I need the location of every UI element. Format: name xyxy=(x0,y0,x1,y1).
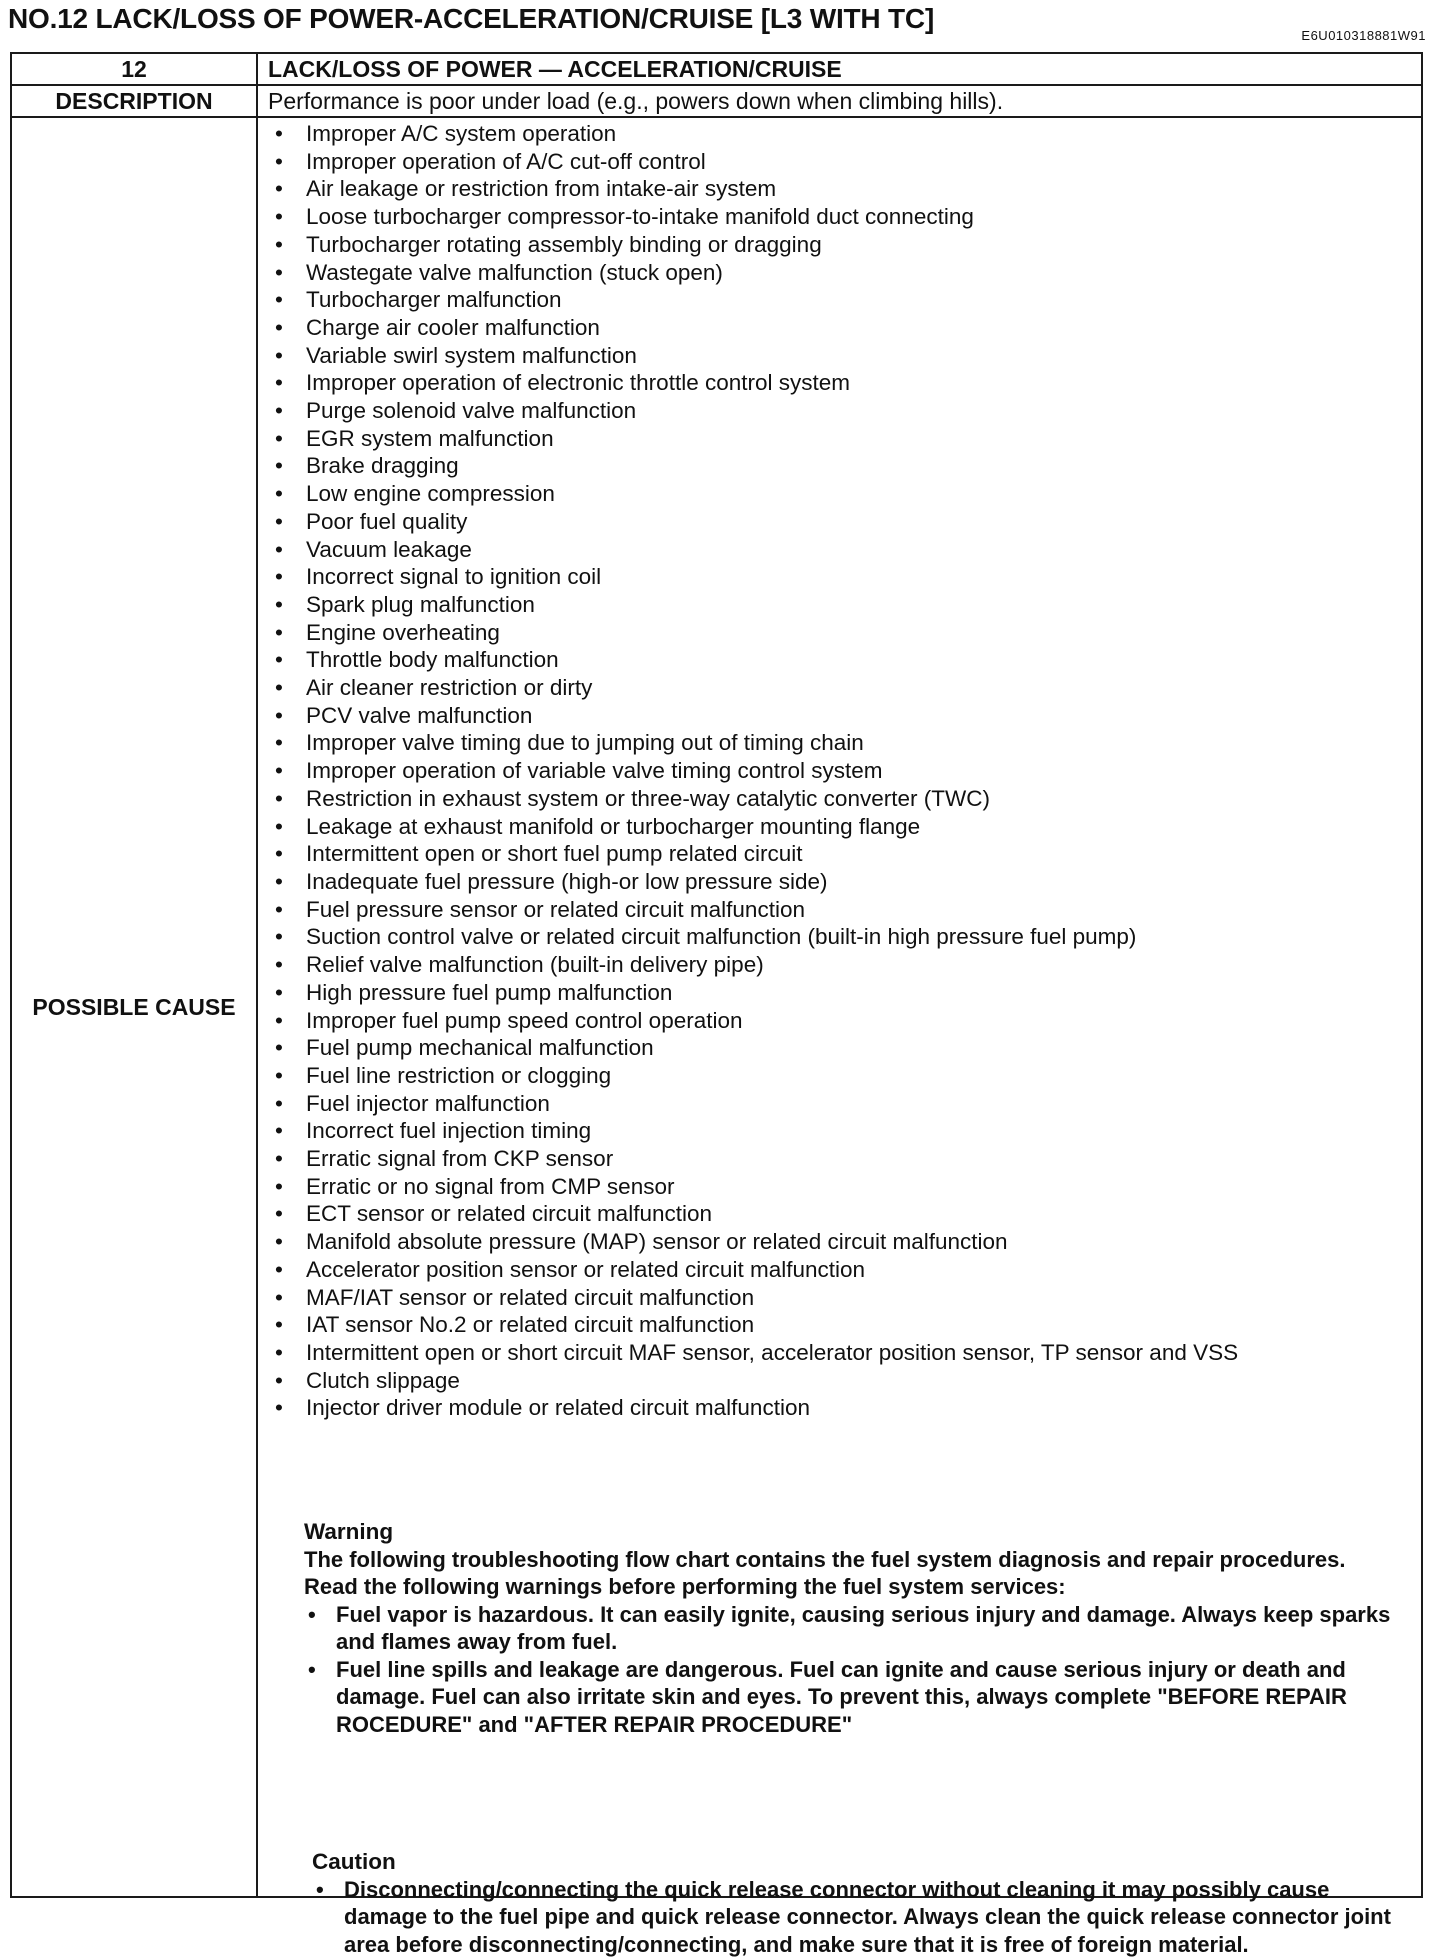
cause-item: • Charge air cooler malfunction xyxy=(258,314,1421,342)
cause-item: • Spark plug malfunction xyxy=(258,591,1421,619)
troubleshooting-table xyxy=(10,52,1423,1898)
possible-cause-list xyxy=(258,118,1421,1422)
caution-item: • Disconnecting/connecting the quick release connector without cleaning it may possibly cause damage to the fuel pipe and quick release connector. Always clean the quick release connector joint area before disconnecting/connecting, and make sure that it is free of foreign material. xyxy=(312,1876,1412,1958)
cause-item: • Clutch slippage xyxy=(258,1367,1421,1395)
cause-item: • Incorrect signal to ignition coil xyxy=(258,563,1421,591)
cause-item: • Improper operation of variable valve timing control system xyxy=(258,757,1421,785)
cause-item: • Accelerator position sensor or related circuit malfunction xyxy=(258,1256,1421,1284)
cause-item: • Turbocharger malfunction xyxy=(258,286,1421,314)
cause-item: • Relief valve malfunction (built-in delivery pipe) xyxy=(258,951,1421,979)
cause-item: • Restriction in exhaust system or three-way catalytic converter (TWC) xyxy=(258,785,1421,813)
cause-item: • Wastegate valve malfunction (stuck open) xyxy=(258,259,1421,287)
table-header-row xyxy=(11,53,1422,85)
cause-item: • Incorrect fuel injection timing xyxy=(258,1117,1421,1145)
cause-item: • Air leakage or restriction from intake-air system xyxy=(258,175,1421,203)
description-text: Performance is poor under load (e.g., powers down when climbing hills). xyxy=(257,85,1422,117)
cause-item: • ECT sensor or related circuit malfunction xyxy=(258,1200,1421,1228)
cause-item: • Suction control valve or related circuit malfunction (built-in high pressure fuel pump) xyxy=(258,923,1421,951)
caution-block xyxy=(312,1848,1412,1958)
cause-item: • Improper operation of A/C cut-off control xyxy=(258,148,1421,176)
symptom-title: LACK/LOSS OF POWER — ACCELERATION/CRUISE xyxy=(257,53,1422,85)
caution-list xyxy=(312,1876,1412,1958)
warning-list xyxy=(304,1601,1404,1739)
cause-item: • Inadequate fuel pressure (high-or low pressure side) xyxy=(258,868,1421,896)
cause-item: • Turbocharger rotating assembly binding or dragging xyxy=(258,231,1421,259)
cause-item: • Air cleaner restriction or dirty xyxy=(258,674,1421,702)
cause-item: • Poor fuel quality xyxy=(258,508,1421,536)
cause-item: • Purge solenoid valve malfunction xyxy=(258,397,1421,425)
cause-item: • Improper valve timing due to jumping out of timing chain xyxy=(258,729,1421,757)
cause-item: • Fuel line restriction or clogging xyxy=(258,1062,1421,1090)
cause-item: • PCV valve malfunction xyxy=(258,702,1421,730)
cause-item: • Improper A/C system operation xyxy=(258,120,1421,148)
document-code: E6U010318881W91 xyxy=(1301,28,1426,44)
cause-item: • Erratic or no signal from CMP sensor xyxy=(258,1173,1421,1201)
cause-item: • Injector driver module or related circuit malfunction xyxy=(258,1394,1421,1422)
cause-item: • Vacuum leakage xyxy=(258,536,1421,564)
possible-cause-label: POSSIBLE CAUSE xyxy=(11,117,257,1897)
cause-item: • Leakage at exhaust manifold or turbocharger mounting flange xyxy=(258,813,1421,841)
possible-cause-row xyxy=(11,117,1422,1897)
cause-item: • IAT sensor No.2 or related circuit malfunction xyxy=(258,1311,1421,1339)
cause-item: • Loose turbocharger compressor-to-intake manifold duct connecting xyxy=(258,203,1421,231)
cause-item: • Manifold absolute pressure (MAP) sensor or related circuit malfunction xyxy=(258,1228,1421,1256)
cause-item: • Intermittent open or short fuel pump related circuit xyxy=(258,840,1421,868)
cause-item: • Throttle body malfunction xyxy=(258,646,1421,674)
cause-item: • Fuel injector malfunction xyxy=(258,1090,1421,1118)
cause-item: • Erratic signal from CKP sensor xyxy=(258,1145,1421,1173)
cause-item: • Improper operation of electronic throttle control system xyxy=(258,369,1421,397)
cause-item: • Engine overheating xyxy=(258,619,1421,647)
cause-item: • Intermittent open or short circuit MAF sensor, accelerator position sensor, TP sensor and VSS xyxy=(258,1339,1421,1367)
description-label: DESCRIPTION xyxy=(11,85,257,117)
warning-heading: Warning xyxy=(304,1518,1404,1546)
cause-item: • Fuel pressure sensor or related circuit malfunction xyxy=(258,896,1421,924)
possible-cause-cell xyxy=(257,117,1422,1897)
caution-heading: Caution xyxy=(312,1848,1412,1876)
cause-item: • Variable swirl system malfunction xyxy=(258,342,1421,370)
cause-item: • Improper fuel pump speed control operation xyxy=(258,1007,1421,1035)
symptom-number: 12 xyxy=(11,53,257,85)
cause-item: • Brake dragging xyxy=(258,452,1421,480)
page-title: NO.12 LACK/LOSS OF POWER-ACCELERATION/CRUISE [L3 WITH TC] xyxy=(8,2,934,36)
cause-item: • EGR system malfunction xyxy=(258,425,1421,453)
warning-item: • Fuel line spills and leakage are dangerous. Fuel can ignite and cause serious injury or death and damage. Fuel can also irritate skin and eyes. To prevent this, always complete "BEFORE REPAIR ROCEDURE" and "AFTER REPAIR PROCEDURE" xyxy=(304,1656,1404,1739)
cause-item: • High pressure fuel pump malfunction xyxy=(258,979,1421,1007)
warning-block xyxy=(304,1518,1404,1738)
cause-item: • Low engine compression xyxy=(258,480,1421,508)
description-row xyxy=(11,85,1422,117)
cause-item: • Fuel pump mechanical malfunction xyxy=(258,1034,1421,1062)
warning-item: • Fuel vapor is hazardous. It can easily ignite, causing serious injury and damage. Always keep sparks and flames away from fuel. xyxy=(304,1601,1404,1656)
warning-intro: The following troubleshooting flow chart contains the fuel system diagnosis and repair procedures. Read the following warnings before performing the fuel system services: xyxy=(304,1546,1404,1601)
cause-item: • MAF/IAT sensor or related circuit malfunction xyxy=(258,1284,1421,1312)
